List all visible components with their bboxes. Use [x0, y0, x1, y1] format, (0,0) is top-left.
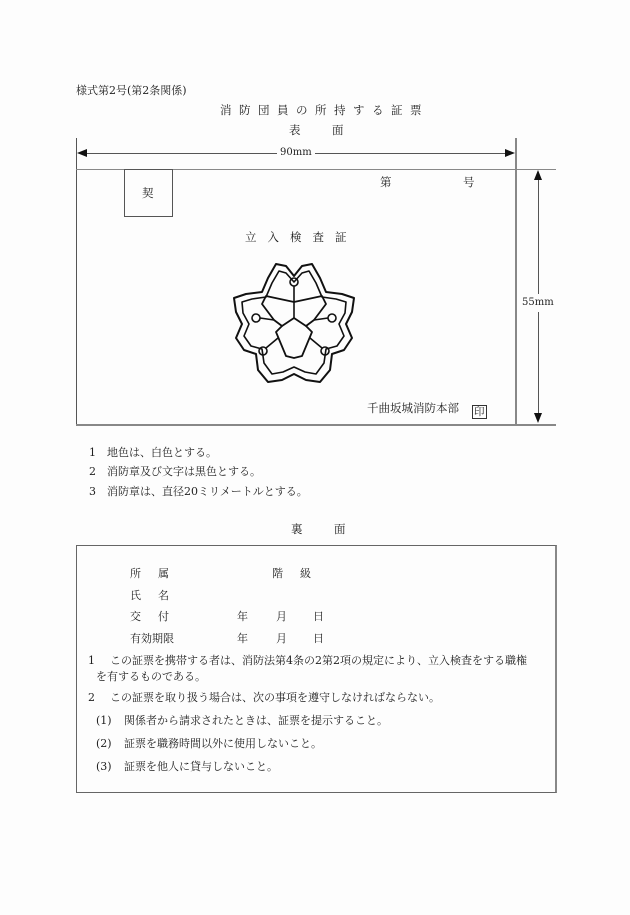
issued-month: 月	[276, 610, 287, 623]
width-label: 90mm	[277, 146, 315, 160]
clause-1-continued: を有するものである。	[96, 670, 206, 683]
height-label: 55mm	[522, 294, 554, 312]
note-3: 3 消防章は、直径20ミリメートルとする。	[89, 485, 308, 498]
back-card	[76, 545, 557, 793]
clause-1: 1 この証票を携帯する者は、消防法第4条の2第2項の規定により、立入検査をする職権	[88, 654, 527, 667]
field-issued: 交 付	[130, 610, 172, 623]
sub-clause-3: (3) 証票を他人に貸与しないこと。	[96, 760, 278, 773]
field-affiliation: 所 属	[130, 567, 172, 580]
field-rank: 階 級	[272, 567, 314, 580]
back-heading: 裏 面	[291, 522, 356, 536]
stamp-box-label: 契	[142, 186, 154, 200]
arrow-left-icon	[77, 149, 87, 157]
front-heading: 表 面	[289, 123, 354, 137]
issued-year: 年	[237, 610, 248, 623]
seal-mark	[472, 400, 487, 419]
fire-emblem-icon	[230, 256, 358, 388]
card-title: 立入検査証	[245, 230, 358, 244]
page-title: 消防団員の所持する証票	[220, 103, 429, 117]
form-number: 様式第2号(第2条関係)	[76, 84, 187, 97]
card-left-edge	[76, 138, 77, 425]
card-right-edge	[515, 138, 517, 425]
valid-month: 月	[276, 632, 287, 645]
arrow-down-icon	[534, 413, 542, 423]
clause-2: 2 この証票を取り扱う場合は、次の事項を遵守しなければならない。	[88, 691, 440, 704]
note-2: 2 消防章及び文字は黒色とする。	[89, 465, 261, 478]
issued-day: 日	[313, 610, 324, 623]
valid-year: 年	[237, 632, 248, 645]
card-bottom-edge	[76, 424, 556, 426]
number-prefix: 第	[380, 175, 392, 189]
field-name: 氏 名	[130, 589, 172, 602]
arrow-up-icon	[534, 170, 542, 180]
sub-clause-1: (1) 関係者から請求されたときは、証票を提示すること。	[96, 714, 388, 727]
number-suffix: 号	[463, 175, 475, 189]
note-1: 1 地色は、白色とする。	[89, 446, 217, 459]
issuer-name: 千曲坂城消防本部	[367, 401, 459, 415]
arrow-right-icon	[505, 149, 515, 157]
valid-day: 日	[313, 632, 324, 645]
seal-label: 印	[474, 406, 485, 418]
sub-clause-2: (2) 証票を職務時間以外に使用しないこと。	[96, 737, 322, 750]
field-valid-until: 有効期限	[130, 632, 174, 645]
